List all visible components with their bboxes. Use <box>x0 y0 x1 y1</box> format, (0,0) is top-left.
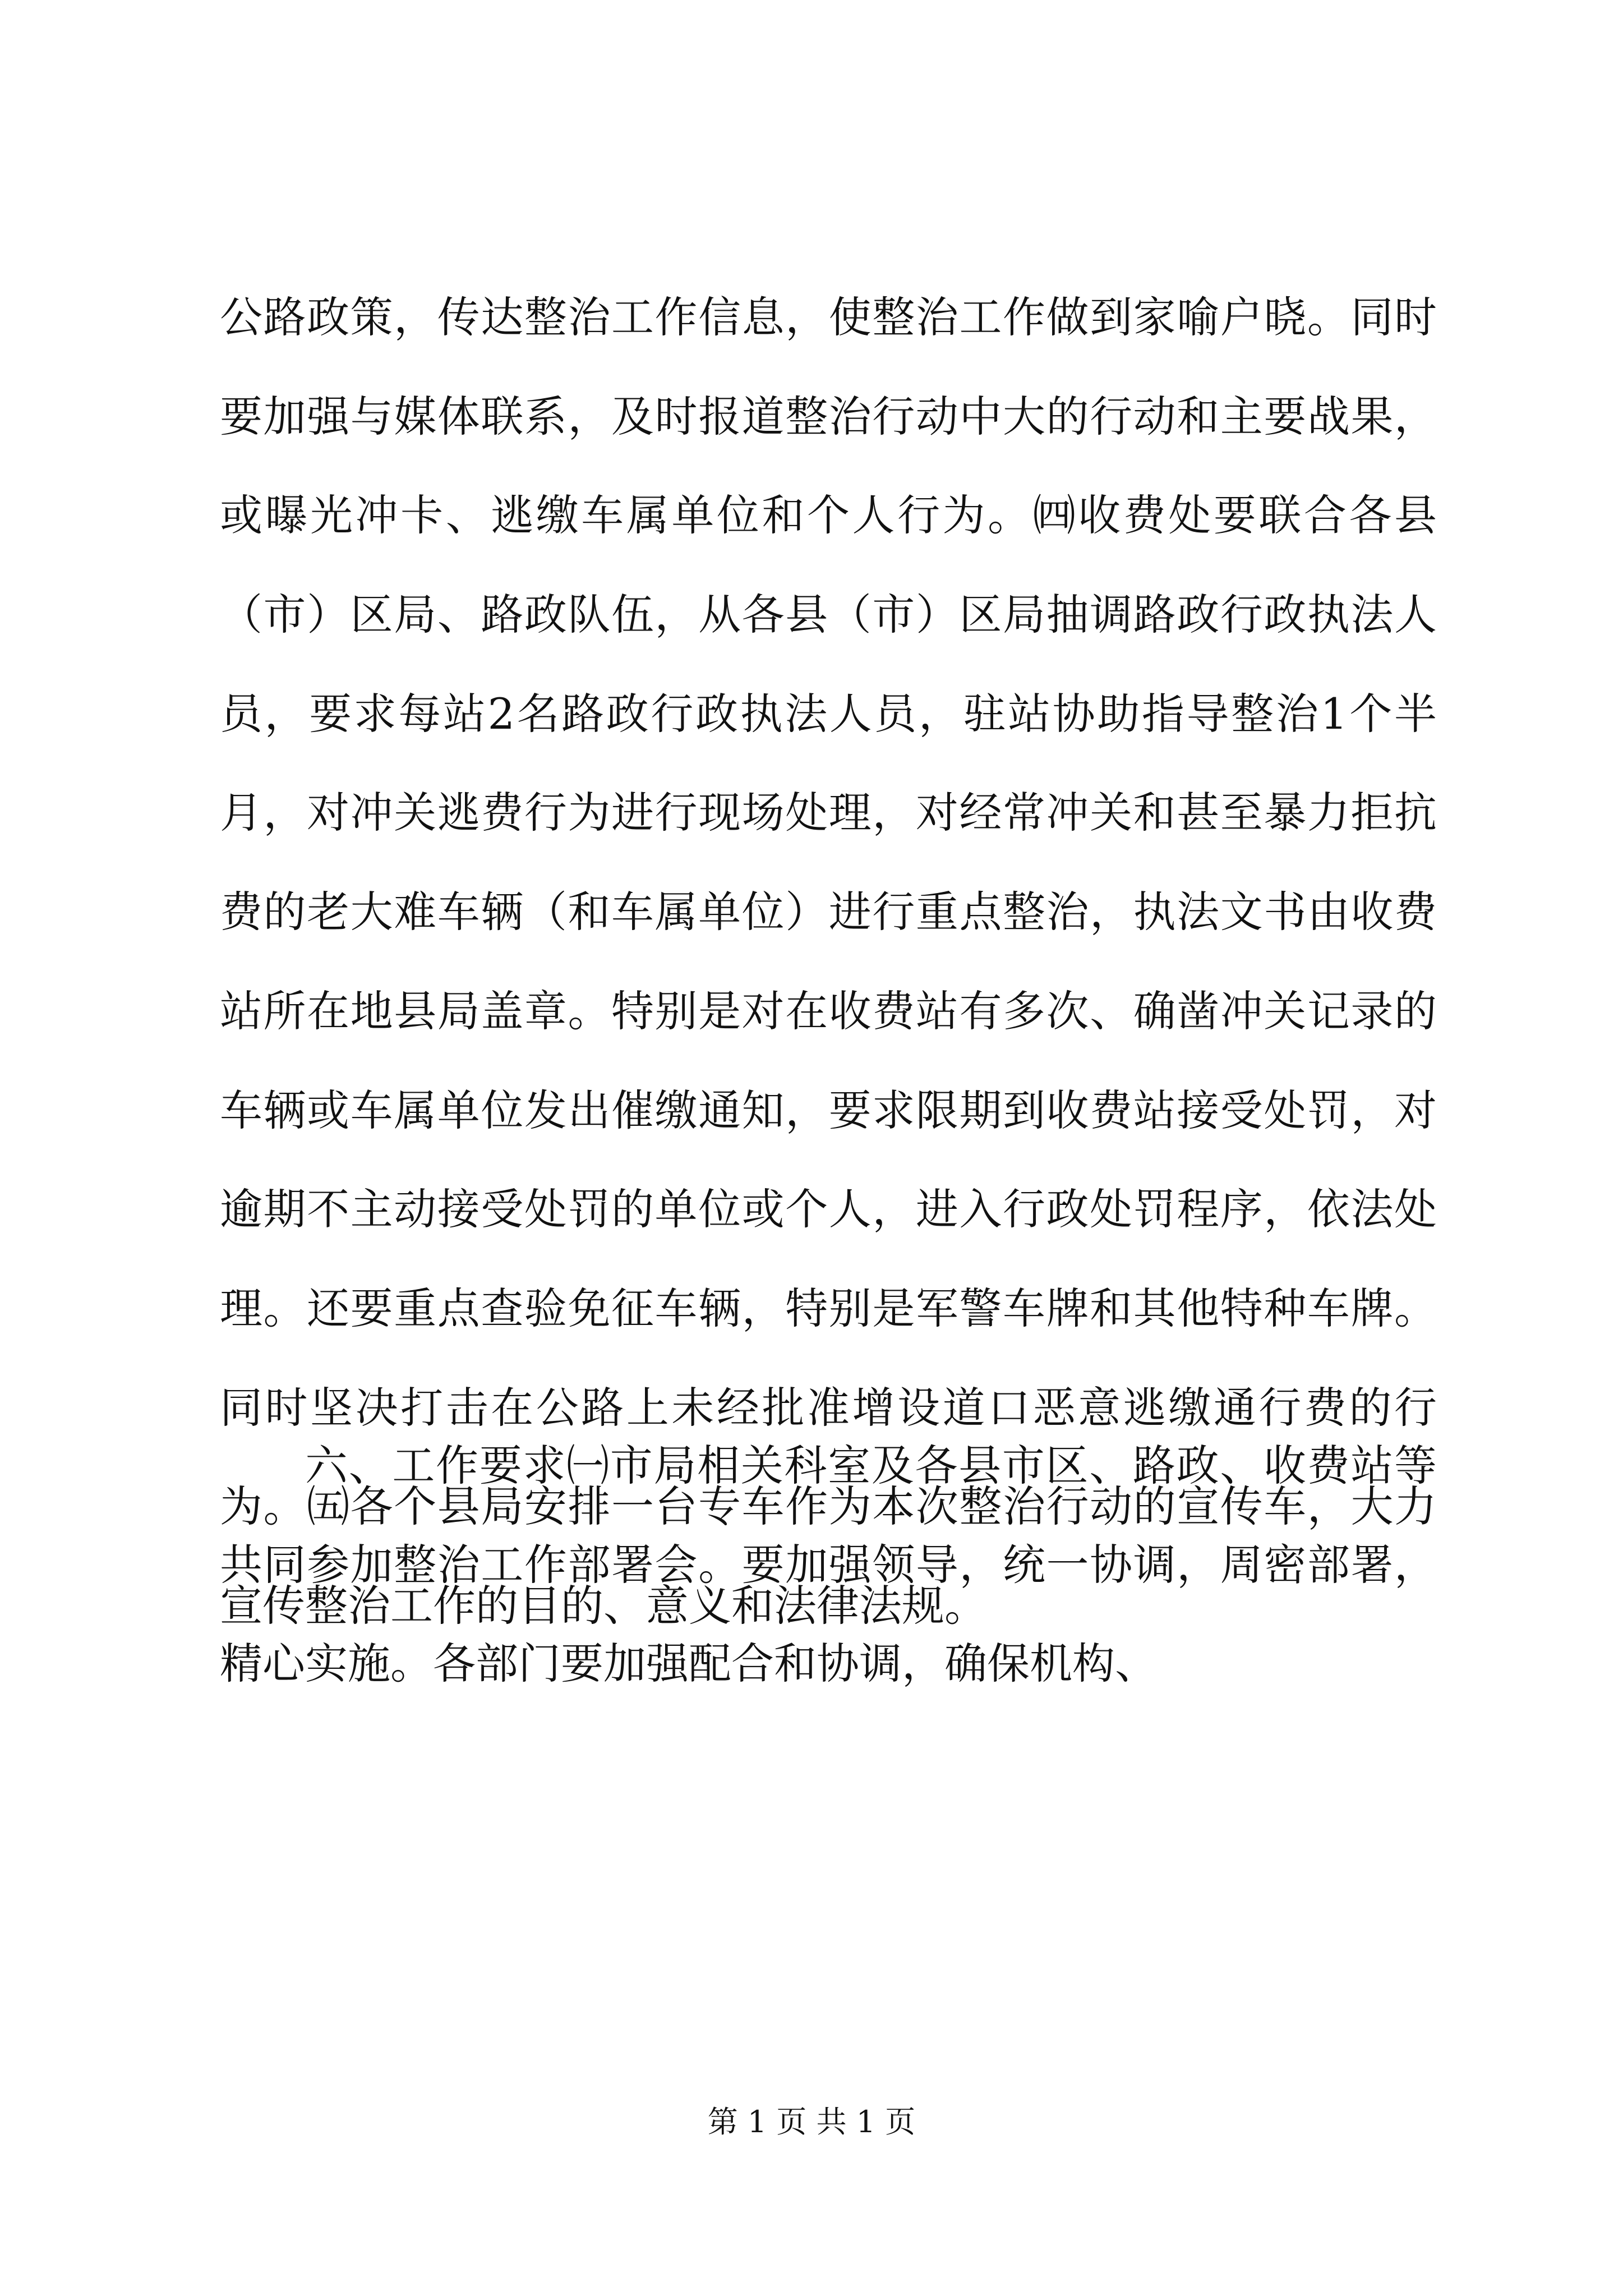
text-line: 宣传整治工作的目的、意义和法律法规。 <box>220 1580 987 1631</box>
text-line: 精心实施。各部门要加强配合和协调，确保机构、 <box>220 1639 1158 1689</box>
text-line: 月，对冲关逃费行为进行现场处理，对经常冲关和甚至暴力拒抗 <box>220 788 1437 838</box>
text-line: 员，要求每站2名路政行政执法人员，驻站协助指导整治1个半 <box>220 688 1437 739</box>
text-line: （市）区局、路政队伍，从各县（市）区局抽调路政行政执法人 <box>220 590 1437 640</box>
text-line: 共同参加整治工作部署会。要加强领导，统一协调，周密部署， <box>220 1539 1437 1590</box>
text-line: 要加强与媒体联系，及时报道整治行动中大的行动和主要战果， <box>220 391 1437 441</box>
text-line: 逾期不主动接受处罚的单位或个人，进入行政处罚程序，依法处 <box>220 1184 1437 1235</box>
page-number-footer: 第 1 页 共 1 页 <box>707 2104 916 2139</box>
text-line: 站所在地县局盖章。特别是对在收费站有多次、确凿冲关记录的 <box>220 986 1437 1036</box>
text-line: 公路政策，传达整治工作信息，使整治工作做到家喻户晓。同时 <box>220 292 1437 342</box>
text-line: 理。还要重点查验免征车辆，特别是军警车牌和其他特种车牌。 <box>220 1283 1437 1333</box>
text-line: 六、工作要求㈠市局相关科室及各县市区、路政、收费站等 <box>305 1441 1437 1490</box>
text-line: 为。㈤各个县局安排一台专车作为本次整治行动的宣传车，大力 <box>220 1481 1437 1532</box>
paragraph-2 <box>220 1416 1437 1714</box>
text-line: 或曝光冲卡、逃缴车属单位和个人行为。㈣收费处要联合各县 <box>220 490 1437 541</box>
text-line: 费的老大难车辆（和车属单位）进行重点整治，执法文书由收费 <box>220 887 1437 937</box>
text-line: 车辆或车属单位发出催缴通知，要求限期到收费站接受处罚，对 <box>220 1085 1437 1135</box>
text-line: 同时坚决打击在公路上未经批准增设道口恶意逃缴通行费的行 <box>220 1382 1437 1433</box>
